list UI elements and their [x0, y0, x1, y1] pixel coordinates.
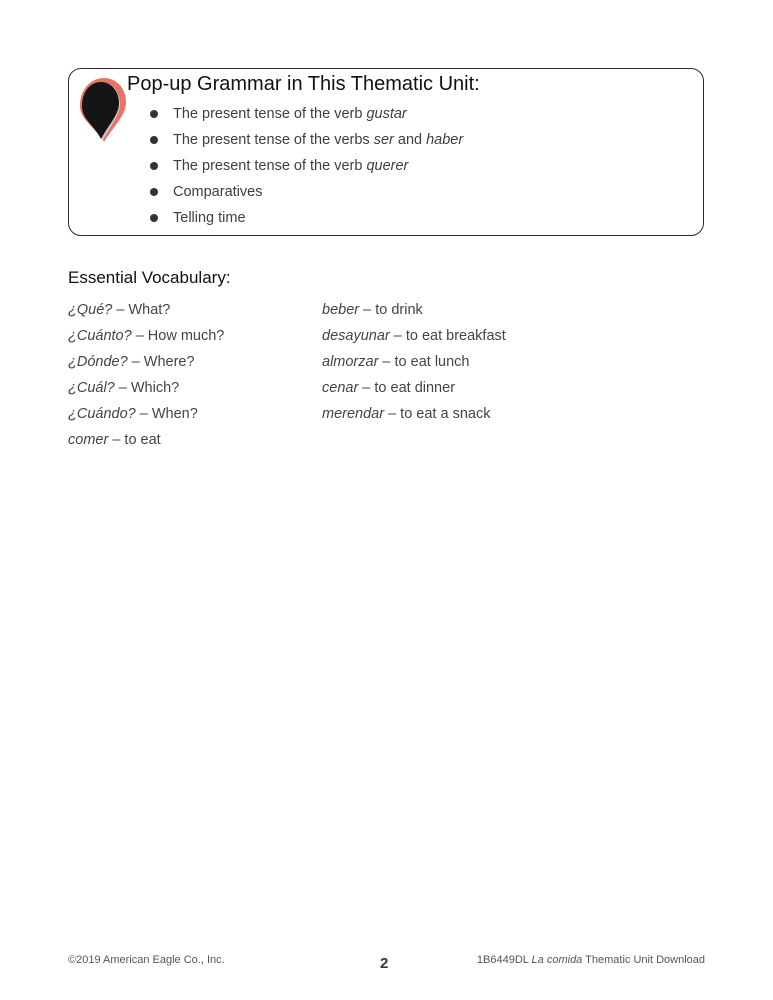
grammar-item: Comparatives — [150, 180, 463, 206]
vocabulary-item: ¿Qué? – What? — [68, 302, 171, 318]
vocabulary-item: beber – to drink — [322, 302, 423, 318]
vocabulary-item: ¿Cuánto? – How much? — [68, 328, 225, 344]
grammar-item: The present tense of the verb querer — [150, 154, 463, 180]
vocabulary-item: cenar – to eat dinner — [322, 380, 456, 396]
grammar-item: Telling time — [150, 206, 463, 232]
footer-copyright: ©2019 American Eagle Co., Inc. — [68, 954, 225, 966]
vocabulary-item: merendar – to eat a snack — [322, 406, 491, 422]
grammar-item: The present tense of the verb gustar — [150, 102, 463, 128]
bullet-icon — [150, 162, 158, 170]
page-number: 2 — [380, 955, 389, 972]
vocabulary-item: ¿Dónde? – Where? — [68, 354, 195, 370]
grammar-title: Pop-up Grammar in This Thematic Unit: — [127, 73, 480, 95]
vocabulary-list-left — [68, 299, 224, 455]
vocabulary-item: desayunar – to eat breakfast — [322, 328, 506, 344]
vocabulary-title: Essential Vocabulary: — [68, 268, 231, 287]
grammar-list — [150, 102, 463, 232]
vocabulary-item: ¿Cuándo? – When? — [68, 406, 198, 422]
vocabulary-item: ¿Cuál? – Which? — [68, 380, 180, 396]
bullet-icon — [150, 136, 158, 144]
bullet-icon — [150, 110, 158, 118]
footer-product: 1B6449DL La comida Thematic Unit Download — [476, 954, 705, 966]
vocabulary-list-right — [322, 299, 506, 429]
vocabulary-item: almorzar – to eat lunch — [322, 354, 470, 370]
bullet-icon — [150, 188, 158, 196]
map-pin-icon — [74, 72, 130, 144]
vocabulary-item: comer – to eat — [68, 432, 161, 448]
grammar-item: The present tense of the verbs ser and haber — [150, 128, 463, 154]
bullet-icon — [150, 214, 158, 222]
